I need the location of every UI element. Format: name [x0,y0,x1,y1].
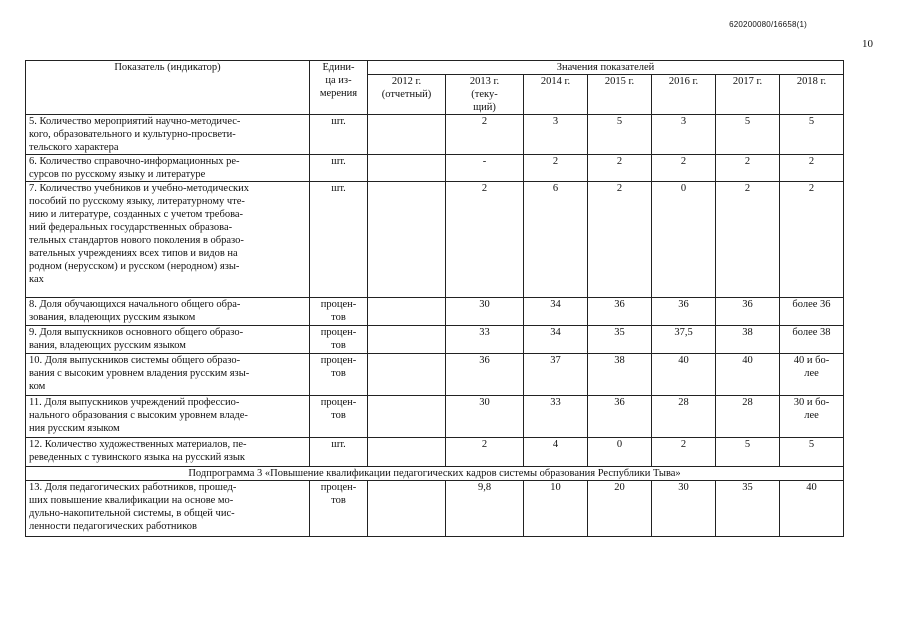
indicator-cell: 8. Доля обучающихся начального общего обра- зования, владеющих русским языком [26,298,310,326]
value-cell: 40 и бо- лее [780,354,844,396]
value-cell: - [446,155,524,182]
value-cell [368,481,446,537]
value-cell: 2 [446,182,524,298]
value-cell [368,182,446,298]
value-cell: 5 [780,115,844,155]
table-row [26,481,844,537]
value-cell: 30 [652,481,716,537]
unit-cell: процен- тов [310,396,368,438]
table-row [26,155,844,182]
value-cell: 35 [588,326,652,354]
unit-cell: процен- тов [310,354,368,396]
value-cell: 36 [588,396,652,438]
table-row [26,396,844,438]
value-cell: 0 [588,438,652,467]
header-year: 2016 г. [652,75,716,115]
value-cell: 34 [524,298,588,326]
header-year: 2013 г. (теку- щий) [446,75,524,115]
value-cell: 30 [446,298,524,326]
value-cell: 3 [524,115,588,155]
value-cell [368,354,446,396]
header-year: 2017 г. [716,75,780,115]
value-cell: 2 [588,155,652,182]
value-cell: более 36 [780,298,844,326]
value-cell [368,155,446,182]
value-cell: 2 [716,155,780,182]
value-cell: 40 [780,481,844,537]
value-cell: 2 [716,182,780,298]
value-cell: 20 [588,481,652,537]
value-cell: 37 [524,354,588,396]
header-year: 2014 г. [524,75,588,115]
header-year: 2012 г. (отчетный) [368,75,446,115]
value-cell: 38 [588,354,652,396]
table-row [26,298,844,326]
value-cell: 36 [588,298,652,326]
value-cell: 30 и бо- лее [780,396,844,438]
value-cell: 40 [652,354,716,396]
page-number: 10 [862,38,873,50]
value-cell: 2 [588,182,652,298]
value-cell: 36 [446,354,524,396]
value-cell: 28 [716,396,780,438]
indicators-table [25,60,844,537]
value-cell: более 38 [780,326,844,354]
value-cell: 2 [446,115,524,155]
value-cell: 33 [446,326,524,354]
indicator-cell: 9. Доля выпускников основного общего образо- вания, владеющих русским языком [26,326,310,354]
unit-cell: шт. [310,155,368,182]
table-row [26,115,844,155]
indicator-cell: 13. Доля педагогических работников, прошед- ших повышение квалификации на основе мо- дульно-накопительной системы, в общей чис- ленности педагогических работников [26,481,310,537]
value-cell: 10 [524,481,588,537]
value-cell: 2 [780,182,844,298]
unit-cell: шт. [310,182,368,298]
unit-cell: процен- тов [310,481,368,537]
subprogram-row [26,467,844,481]
value-cell: 38 [716,326,780,354]
unit-cell: шт. [310,438,368,467]
subprogram-title: Подпрограмма 3 «Повышение квалификации педагогических кадров системы образования Республики Тыва» [26,467,844,481]
value-cell: 35 [716,481,780,537]
value-cell [368,396,446,438]
value-cell: 36 [716,298,780,326]
document-id: 620200080/16658(1) [729,20,807,29]
table-row [26,354,844,396]
header-values-group: Значения показателей [368,61,844,75]
value-cell: 2 [652,155,716,182]
value-cell [368,326,446,354]
table-row [26,182,844,298]
indicator-cell: 5. Количество мероприятий научно-методичес- кого, образовательного и культурно-просвети- тельского характера [26,115,310,155]
value-cell: 3 [652,115,716,155]
value-cell: 6 [524,182,588,298]
value-cell: 5 [716,115,780,155]
value-cell: 5 [780,438,844,467]
indicator-cell: 6. Количество справочно-информационных ре- сурсов по русскому языку и литературе [26,155,310,182]
header-year: 2015 г. [588,75,652,115]
value-cell [368,438,446,467]
value-cell: 36 [652,298,716,326]
value-cell: 5 [588,115,652,155]
value-cell: 34 [524,326,588,354]
value-cell: 4 [524,438,588,467]
indicator-cell: 10. Доля выпускников системы общего образо- вания с высоким уровнем владения русским язы- ком [26,354,310,396]
unit-cell: процен- тов [310,326,368,354]
header-unit: Едини- ца из- мерения [310,61,368,115]
table-row [26,438,844,467]
value-cell: 2 [652,438,716,467]
value-cell: 40 [716,354,780,396]
indicator-cell: 7. Количество учебников и учебно-методических пособий по русскому языку, литературному чте- нию и литературе, созданных с учетом требова- ний федеральных государственных образова- тельных стандартов нового поколения в образо- вательных учреждениях всех типов и видов на родном (нерусском) и русском (неродном) язы- ках [26,182,310,298]
value-cell [368,298,446,326]
value-cell: 2 [446,438,524,467]
header-indicator: Показатель (индикатор) [26,61,310,115]
value-cell: 30 [446,396,524,438]
value-cell: 2 [780,155,844,182]
value-cell: 28 [652,396,716,438]
value-cell: 33 [524,396,588,438]
unit-cell: шт. [310,115,368,155]
unit-cell: процен- тов [310,298,368,326]
indicator-cell: 12. Количество художественных материалов, пе- реведенных с тувинского языка на русский язык [26,438,310,467]
value-cell [368,115,446,155]
table-row [26,326,844,354]
value-cell: 5 [716,438,780,467]
indicator-cell: 11. Доля выпускников учреждений профессио- нального образования с высоким уровнем владе- ния русским языком [26,396,310,438]
value-cell: 9,8 [446,481,524,537]
value-cell: 37,5 [652,326,716,354]
header-year: 2018 г. [780,75,844,115]
value-cell: 0 [652,182,716,298]
value-cell: 2 [524,155,588,182]
